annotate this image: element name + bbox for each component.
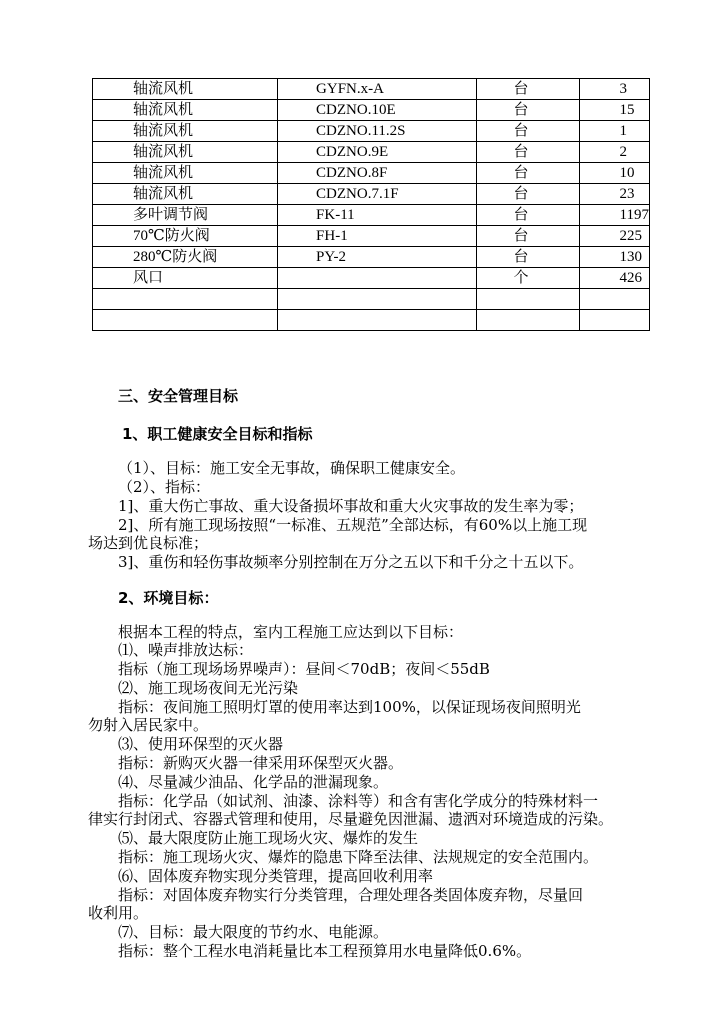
paragraph: 指标：夜间施工照明灯罩的使用率达到100%，以保证现场夜间照明光 (118, 698, 581, 716)
model-cell: FK-11 (278, 205, 477, 226)
table-row (93, 289, 650, 310)
model-cell (278, 289, 477, 310)
unit-cell: 台 (477, 142, 579, 163)
unit-cell: 台 (477, 121, 579, 142)
paragraph: 指标：对固体废弃物实行分类管理，合理处理各类固体废弃物，尽量回 (118, 886, 584, 904)
quantity-cell (579, 310, 649, 331)
paragraph: ⑵、施工现场夜间无光污染 (118, 679, 299, 697)
quantity-cell (579, 289, 649, 310)
model-cell: FH-1 (278, 226, 477, 247)
paragraph: 收利用。 (88, 904, 149, 922)
quantity-cell: 1 (579, 121, 649, 142)
equipment-name-cell: 轴流风机 (93, 163, 278, 184)
unit-cell (477, 310, 579, 331)
table-row (93, 226, 650, 247)
paragraph: 3]、重伤和轻伤事故频率分别控制在万分之五以下和千分之十五以下。 (118, 553, 584, 571)
equipment-name-cell: 风口 (93, 268, 278, 289)
subsection-title-environment: 2、环境目标： (118, 589, 219, 607)
paragraph: 律实行封闭式、容器式管理和使用，尽量避免因泄漏、遗洒对环境造成的污染。 (88, 810, 614, 828)
quantity-cell: 3 (579, 79, 649, 100)
model-cell: CDZNO.9E (278, 142, 477, 163)
paragraph: 1]、重大伤亡事故、重大设备损坏事故和重大火灾事故的发生率为零； (118, 497, 584, 515)
equipment-name-cell: 轴流风机 (93, 100, 278, 121)
equipment-name-cell: 280℃防火阀 (93, 247, 278, 268)
equipment-table (92, 78, 650, 331)
paragraph: ⑺、目标：最大限度的节约水、电能源。 (118, 923, 389, 941)
table-row (93, 310, 650, 331)
model-cell: CDZNO.11.2S (278, 121, 477, 142)
paragraph: 场达到优良标准； (88, 534, 209, 552)
model-cell: CDZNO.10E (278, 100, 477, 121)
equipment-name-cell: 70℃防火阀 (93, 226, 278, 247)
paragraph: 指标：化学品（如试剂、油漆、涂料等）和含有害化学成分的特殊材料一 (118, 792, 599, 810)
equipment-name-cell: 轴流风机 (93, 142, 278, 163)
unit-cell: 台 (477, 79, 579, 100)
equipment-name-cell: 轴流风机 (93, 184, 278, 205)
equipment-name-cell (93, 289, 278, 310)
paragraph: 指标：施工现场火灾、爆炸的隐患下降至法律、法规规定的安全范围内。 (118, 848, 599, 866)
paragraph: 根据本工程的特点，室内工程施工应达到以下目标： (118, 623, 464, 641)
quantity-cell: 23 (579, 184, 649, 205)
unit-cell: 台 (477, 100, 579, 121)
table-row (93, 247, 650, 268)
table-row (93, 184, 650, 205)
paragraph: 指标（施工现场场界噪声）：昼间＜70dB；夜间＜55dB (118, 660, 490, 678)
table-row (93, 163, 650, 184)
model-cell: GYFN.x-A (278, 79, 477, 100)
quantity-cell: 10 (579, 163, 649, 184)
table-row (93, 268, 650, 289)
subsection-title-health-safety: 1、职工健康安全目标和指标 (122, 425, 313, 443)
equipment-name-cell: 轴流风机 (93, 121, 278, 142)
quantity-cell: 2 (579, 142, 649, 163)
paragraph: （2）、指标： (118, 478, 211, 496)
table-row (93, 205, 650, 226)
paragraph: ⑴、噪声排放达标： (118, 641, 254, 659)
paragraph: 2]、所有施工现场按照“一标准、五规范”全部达标，有60%以上施工现 (118, 516, 588, 534)
unit-cell: 台 (477, 205, 579, 226)
model-cell (278, 310, 477, 331)
quantity-cell: 130 (579, 247, 649, 268)
equipment-name-cell: 轴流风机 (93, 79, 278, 100)
table-row (93, 100, 650, 121)
unit-cell (477, 289, 579, 310)
paragraph: ⑷、尽量减少油品、化学品的泄漏现象。 (118, 773, 389, 791)
paragraph: ⑶、使用环保型的灭火器 (118, 735, 284, 753)
model-cell: PY-2 (278, 247, 477, 268)
model-cell (278, 268, 477, 289)
quantity-cell: 15 (579, 100, 649, 121)
unit-cell: 台 (477, 247, 579, 268)
paragraph: ⑸、最大限度防止施工现场火灾、爆炸的发生 (118, 829, 419, 847)
quantity-cell: 225 (579, 226, 649, 247)
model-cell: CDZNO.8F (278, 163, 477, 184)
equipment-name-cell: 多叶调节阀 (93, 205, 278, 226)
model-cell: CDZNO.7.1F (278, 184, 477, 205)
unit-cell: 台 (477, 184, 579, 205)
quantity-cell: 1197 (579, 205, 649, 226)
table-row (93, 121, 650, 142)
table-row (93, 79, 650, 100)
unit-cell: 个 (477, 268, 579, 289)
paragraph: 指标：新购灭火器一律采用环保型灭火器。 (118, 754, 404, 772)
table-row (93, 142, 650, 163)
paragraph: 指标：整个工程水电消耗量比本工程预算用水电量降低0.6%。 (118, 942, 532, 960)
paragraph: （1）、目标：施工安全无事故，确保职工健康安全。 (118, 459, 466, 477)
unit-cell: 台 (477, 163, 579, 184)
unit-cell: 台 (477, 226, 579, 247)
section-title: 三、安全管理目标 (118, 387, 239, 405)
paragraph: ⑹、固体废弃物实现分类管理，提高回收利用率 (118, 867, 434, 885)
equipment-name-cell (93, 310, 278, 331)
paragraph: 勿射入居民家中。 (88, 716, 209, 734)
quantity-cell: 426 (579, 268, 649, 289)
